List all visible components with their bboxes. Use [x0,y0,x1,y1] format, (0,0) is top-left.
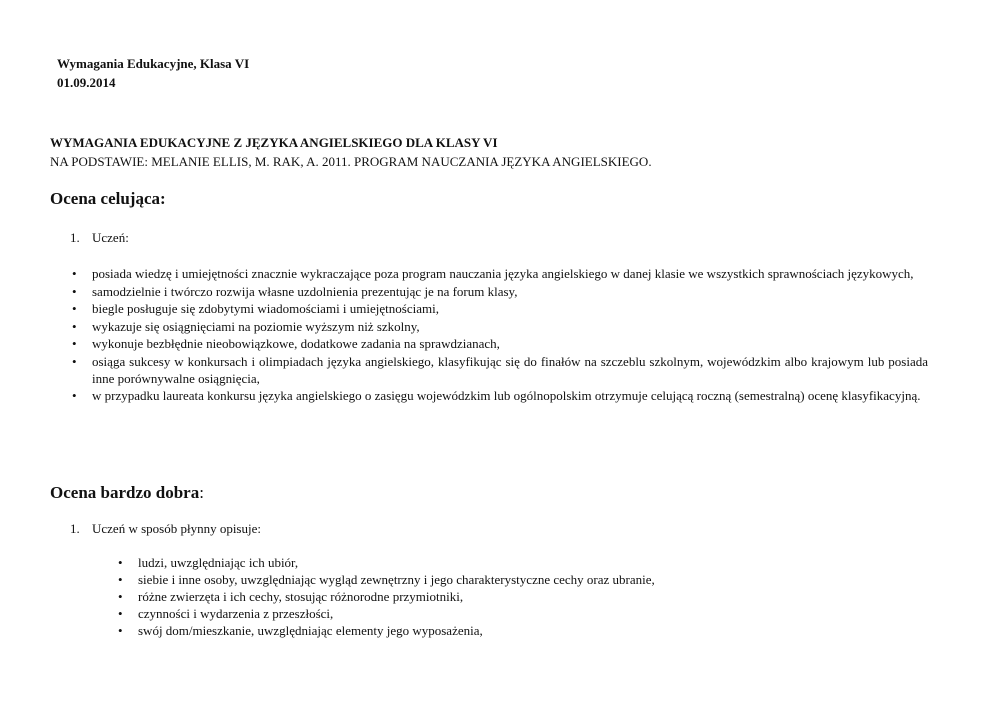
numbered-item-1 [70,229,129,247]
list-item: • siebie i inne osoby, uwzględniając wygląd zewnętrzny i jego charakterystyczne cechy oraz ubranie, [118,571,878,588]
document-title [50,133,652,171]
list-item: • swój dom/mieszkanie, uwzględniając elementy jego wyposażenia, [118,622,878,639]
section-heading-text: Ocena bardzo dobra [50,483,200,502]
list-item: • biegle posługuje się zdobytymi wiadomościami i umiejętnościami, [72,300,928,317]
section-heading-colon: : [199,483,204,502]
list-item: • wykonuje bezbłędnie nieobowiązkowe, dodatkowe zadania na sprawdzianach, [72,335,928,352]
list-item: • czynności i wydarzenia z przeszłości, [118,605,878,622]
item-number: 1. [70,230,80,245]
list-item: • ludzi, uwzględniając ich ubiór, [118,554,878,571]
list-item: • w przypadku laureata konkursu języka angielskiego o zasięgu wojewódzkim lub ogólnopolskim otrzymuje celującą roczną (semestralną) ocenę klasyfikacyjną. [72,387,928,404]
section-heading-text: Ocena celująca: [50,189,166,208]
section-heading-celujaca [50,188,166,210]
header-title: Wymagania Edukacyjne, Klasa VI [57,56,250,71]
numbered-item-2 [70,520,261,538]
bullet-list-bardzo-dobra [118,554,878,639]
title-basis: NA PODSTAWIE: MELANIE ELLIS, M. RAK, A. 2011. PROGRAM NAUCZANIA JĘZYKA ANGIELSKIEGO. [50,154,652,169]
item-number: 1. [70,521,80,536]
item-text: Uczeń w sposób płynny opisuje: [92,521,261,536]
title-main: WYMAGANIA EDUKACYJNE Z JĘZYKA ANGIELSKIEGO DLA KLASY VI [50,135,498,150]
list-item: • różne zwierzęta i ich cechy, stosując różnorodne przymiotniki, [118,588,878,605]
item-text: Uczeń: [92,230,129,245]
bullet-list-celujaca [72,265,928,405]
list-item: • samodzielnie i twórczo rozwija własne uzdolnienia prezentując je na forum klasy, [72,283,928,300]
document-header [57,54,249,92]
list-item: • osiąga sukcesy w konkursach i olimpiadach języka angielskiego, klasyfikując się do finałów na szczeblu szkolnym, wojewódzkim albo krajowym lub posiada inne porównywalne osiągnięcia, [72,353,928,387]
section-heading-bardzo-dobra [50,482,204,504]
list-item: • wykazuje się osiągnięciami na poziomie wyższym niż szkolny, [72,318,928,335]
header-date: 01.09.2014 [57,75,116,90]
list-item: • posiada wiedzę i umiejętności znacznie wykraczające poza program nauczania języka angielskiego w danej klasie we wszystkich sprawnościach językowych, [72,265,928,282]
